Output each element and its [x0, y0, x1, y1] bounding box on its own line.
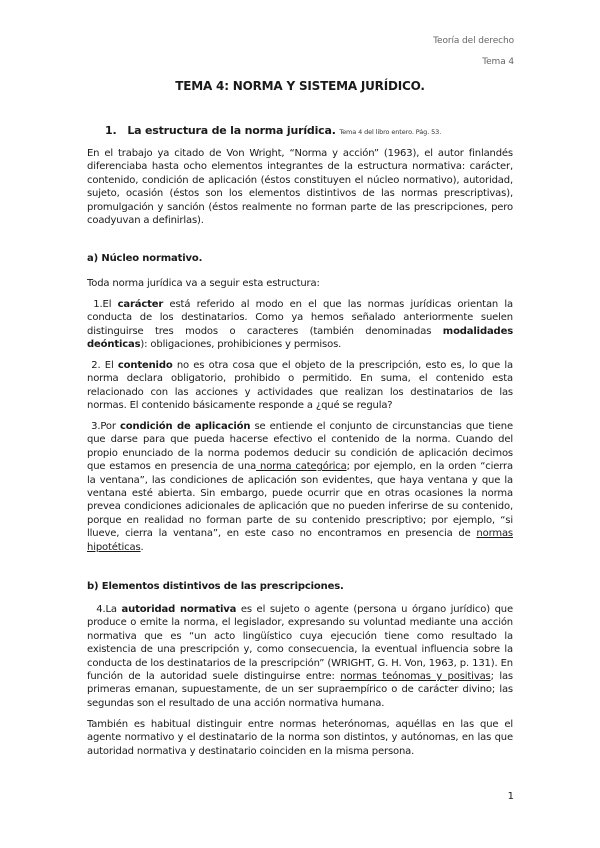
- section-1-heading: [105, 124, 441, 137]
- section-1-number: 1.: [105, 124, 117, 137]
- paragraph-condicion-aplicacion: [87, 420, 513, 554]
- p4-text1: es el sujeto o agente (persona u órgano jurídico) que produce o emite la norma, el legislador, expresando su voluntad mediante una acción normativa que es “un acto lingüístico cuya ejecución tiene como resultado la existencia de una prescripción y, como consecuencia, la eventual influencia sobre la conducta de los destinatarios de la prescripción” (WRIGHT, G. H. Von, 1963, p. 131). En función de la autoridad suele distinguirse entre:: [87, 604, 513, 683]
- p3-prefix: 3.Por: [91, 421, 120, 432]
- paragraph-autoridad-normativa: [87, 603, 513, 710]
- page-number: 1: [507, 791, 514, 802]
- subsection-a-intro: Toda norma jurídica va a seguir esta estructura:: [87, 278, 320, 289]
- paragraph-caracter: [87, 298, 513, 352]
- page-title: TEMA 4: NORMA Y SISTEMA JURÍDICO.: [175, 79, 425, 93]
- header-unit: Tema 4: [482, 57, 514, 67]
- term-autoridad-normativa: autoridad normativa: [121, 604, 237, 615]
- p1-text1: está referido al modo en el que las normas jurídicas orientan la conducta de los destinatarios. Como ya hemos señalado anteriormente suelen distinguirse tres modos o caracteres (también denominadas: [87, 299, 513, 337]
- norma-categorica-link: norma categórica: [256, 461, 347, 473]
- term-modalidades-deonticas: modalidades deónticas: [87, 325, 513, 351]
- p3-text3: .: [140, 541, 144, 553]
- normas-hipoteticas-link: normas hipotéticas: [87, 528, 513, 553]
- section-1-paragraph: En el trabajo ya citado de Von Wright, “Norma y acción” (1963), el autor finlandés diferenciaba hasta ocho elementos integrantes de la estructura normativa: carácter, contenido, condición de aplicación (éstos constituyen el núcleo normativo), autoridad, sujeto, ocasión (éstos son los elementos distintivos de las normas prescriptivas), promulgación y sanción (éstos realmente no forman parte de las prescripciones, pero coadyuvan a definirlas).: [87, 148, 513, 227]
- p2-text: no es otra cosa que el objeto de la prescripción, esto es, lo que la norma declara obligatorio, prohibido o permitido. En suma, el contenido esta relacionado con las acciones y actividades que realizan los destinatarios de las normas. El contenido básicamente responde a ¿qué se regula?: [87, 360, 513, 412]
- p3-text1: se entiende el conjunto de circunstancias que tiene que darse para que pueda hacerse efectivo el contenido de la norma. Cuando del propio enunciado de la norma podemos deducir su condición de aplicación decimos que estamos en presencia de una: [87, 421, 513, 473]
- term-condicion-aplicacion: condición de aplicación: [120, 421, 251, 432]
- normas-teonomas-link: normas teónomas y positivas: [340, 671, 491, 683]
- subsection-a-heading: a) Núcleo normativo.: [87, 253, 203, 264]
- p4-text2: ; las primeras emanan, supuestamente, de un ser supraempírico o de carácter divino; las segundas son el resultado de una acción normativa humana.: [87, 671, 513, 709]
- p2-prefix: 2. El: [91, 360, 118, 371]
- subsection-b-heading: b) Elementos distintivos de las prescripciones.: [87, 581, 344, 592]
- p4-prefix: 4.La: [96, 604, 122, 615]
- p3-text2: ; por ejemplo, en la orden “cierra la ventana”, las condiciones de aplicación son evidentes, que haya ventana y que la ventana esté abierta. Sin embargo, puede ocurrir que en otras ocasiones la norma prevea condiciones adicionales de aplicación que no pueden inferirse de su contenido, porque en realidad no forman parte de su contenido prescriptivo; por ejemplo, “si llueve, cierra la ventana”, en este caso no encontramos en presencia de: [87, 461, 513, 540]
- term-contenido: contenido: [117, 360, 173, 371]
- p1-text2: ): obligaciones, prohibiciones y permisos.: [140, 339, 342, 351]
- section-1-reference: Tema 4 del libro entero. Pág. 53.: [339, 128, 442, 136]
- term-caracter: carácter: [117, 299, 164, 310]
- paragraph-heteronomas: También es habitual distinguir entre normas heterónomas, aquéllas en las que el agente normativo y el destinatario de la norma son distintos, y autónomas, en las que autoridad normativa y destinatario coinciden en la misma persona.: [87, 719, 513, 757]
- section-1-title: La estructura de la norma jurídica.: [127, 124, 336, 137]
- paragraph-contenido: [87, 359, 513, 413]
- p1-prefix: 1.El: [93, 299, 118, 310]
- header-subject: Teoría del derecho: [433, 36, 514, 46]
